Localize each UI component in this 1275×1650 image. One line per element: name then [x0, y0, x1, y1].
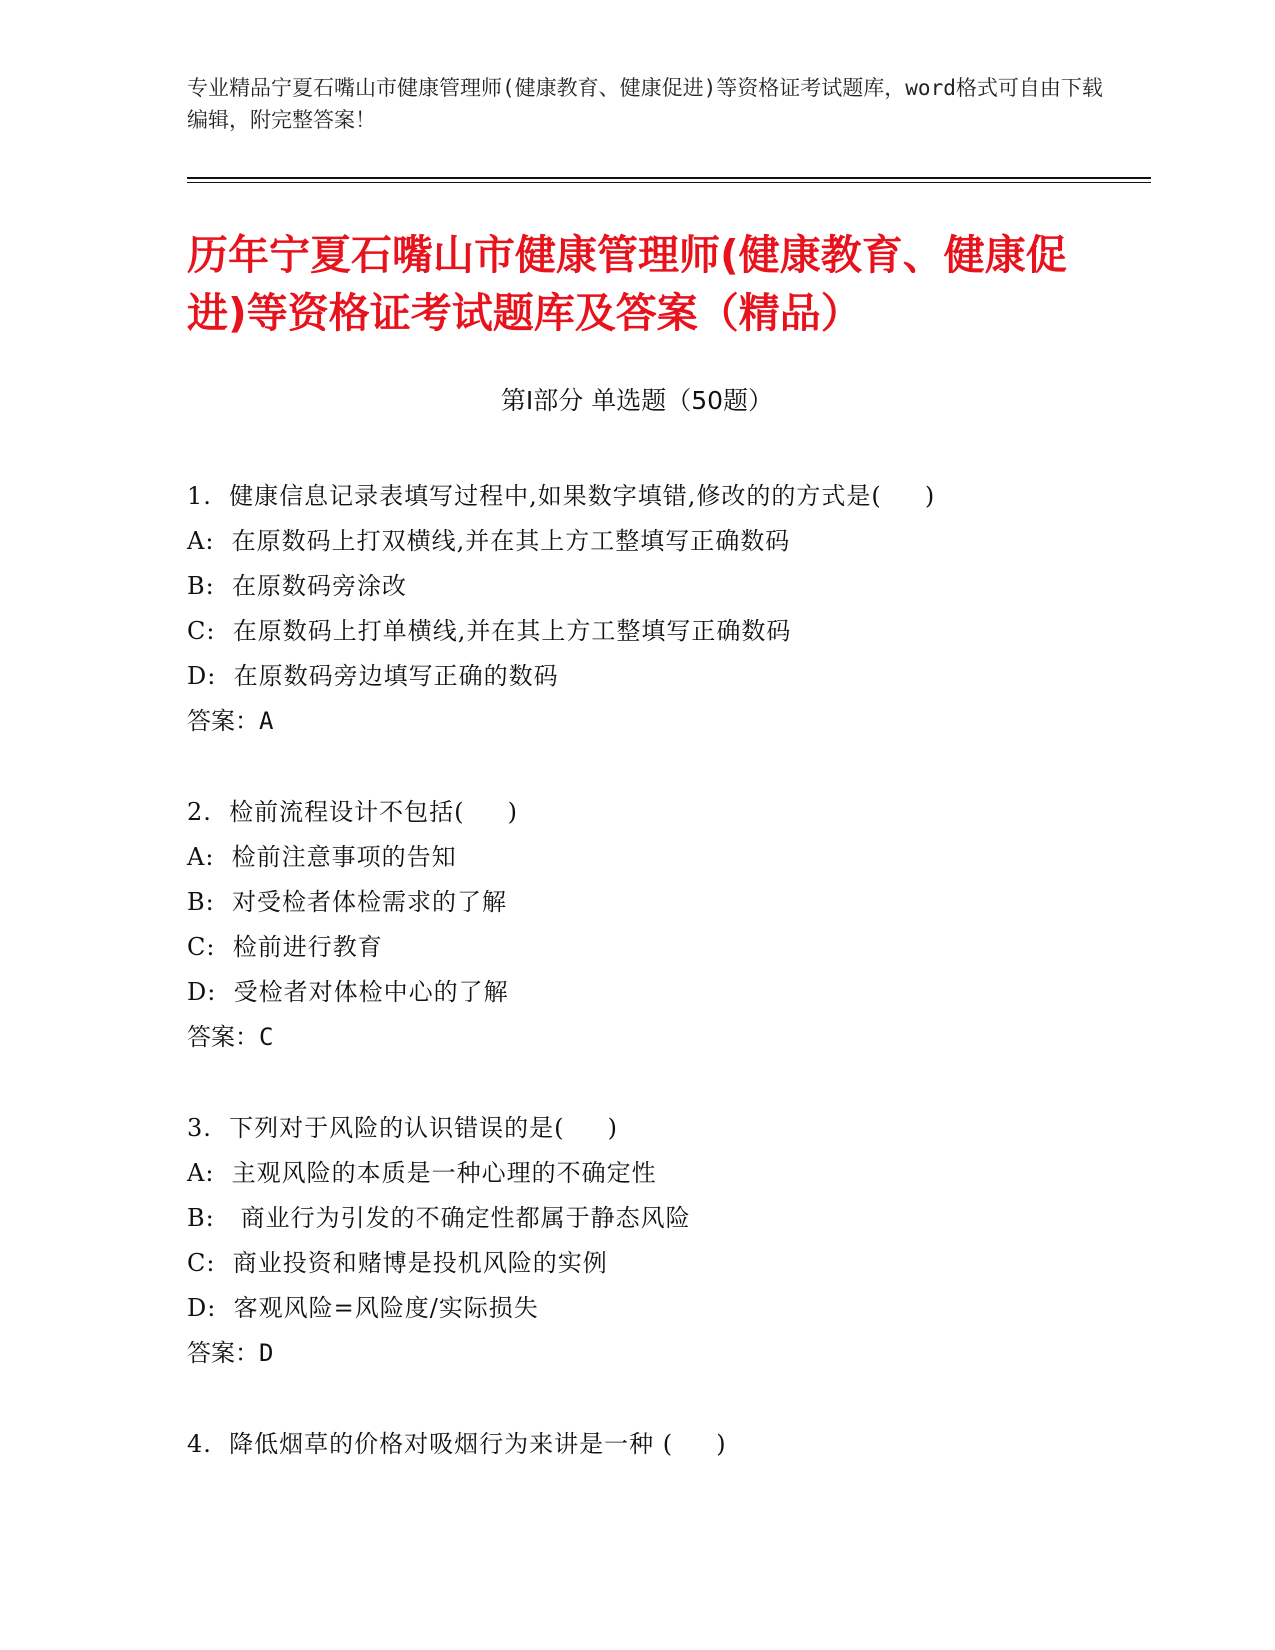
question-3: [187, 1106, 1107, 1376]
option-c: C: 商业投资和赌博是投机风险的实例: [187, 1249, 608, 1277]
option-d: D: 受检者对体检中心的了解: [187, 978, 509, 1006]
answer-value: A: [259, 707, 274, 735]
option-c: C: 在原数码上打单横线,并在其上方工整填写正确数码: [187, 617, 792, 645]
header-divider: [187, 177, 1151, 179]
document-title: 历年宁夏石嘴山市健康管理师(健康教育、健康促进)等资格证考试题库及答案（精品）: [187, 231, 1067, 337]
option-d: D: 在原数码旁边填写正确的数码: [187, 662, 559, 690]
option-b: B: 商业行为引发的不确定性都属于静态风险: [187, 1204, 691, 1232]
option-b: B: 在原数码旁涂改: [187, 572, 407, 600]
question-stem: 4. 降低烟草的价格对吸烟行为来讲是一种 ( ): [187, 1430, 727, 1458]
answer-label: 答案：: [187, 707, 259, 735]
answer-line: [187, 1015, 1107, 1060]
question-2: [187, 790, 1107, 1060]
question-stem: 3. 下列对于风险的认识错误的是( ): [187, 1114, 619, 1142]
question-list: [187, 474, 1107, 1513]
answer-value: C: [259, 1023, 274, 1051]
question-stem: 2. 检前流程设计不包括( ): [187, 798, 519, 826]
option-b: B: 对受检者体检需求的了解: [187, 888, 507, 916]
answer-label: 答案：: [187, 1023, 259, 1051]
option-a: A: 主观风险的本质是一种心理的不确定性: [187, 1159, 657, 1187]
header-note: 专业精品宁夏石嘴山市健康管理师(健康教育、健康促进)等资格证考试题库，word格式可自由下载编辑，附完整答案！: [187, 76, 1103, 132]
answer-line: [187, 1331, 1107, 1376]
option-a: A: 在原数码上打双横线,并在其上方工整填写正确数码: [187, 527, 791, 555]
question-4: [187, 1422, 1107, 1467]
answer-label: 答案：: [187, 1339, 259, 1367]
option-c: C: 检前进行教育: [187, 933, 383, 961]
answer-line: [187, 699, 1107, 744]
question-1: [187, 474, 1107, 744]
header-divider-thin: [187, 182, 1151, 183]
answer-value: D: [259, 1339, 274, 1367]
question-stem: 1. 健康信息记录表填写过程中,如果数字填错,修改的的方式是( ): [187, 482, 936, 510]
section-heading: 第Ⅰ部分 单选题（50题）: [500, 386, 774, 415]
option-a: A: 检前注意事项的告知: [187, 843, 457, 871]
option-d: D: 客观风险=风险度/实际损失: [187, 1294, 539, 1322]
